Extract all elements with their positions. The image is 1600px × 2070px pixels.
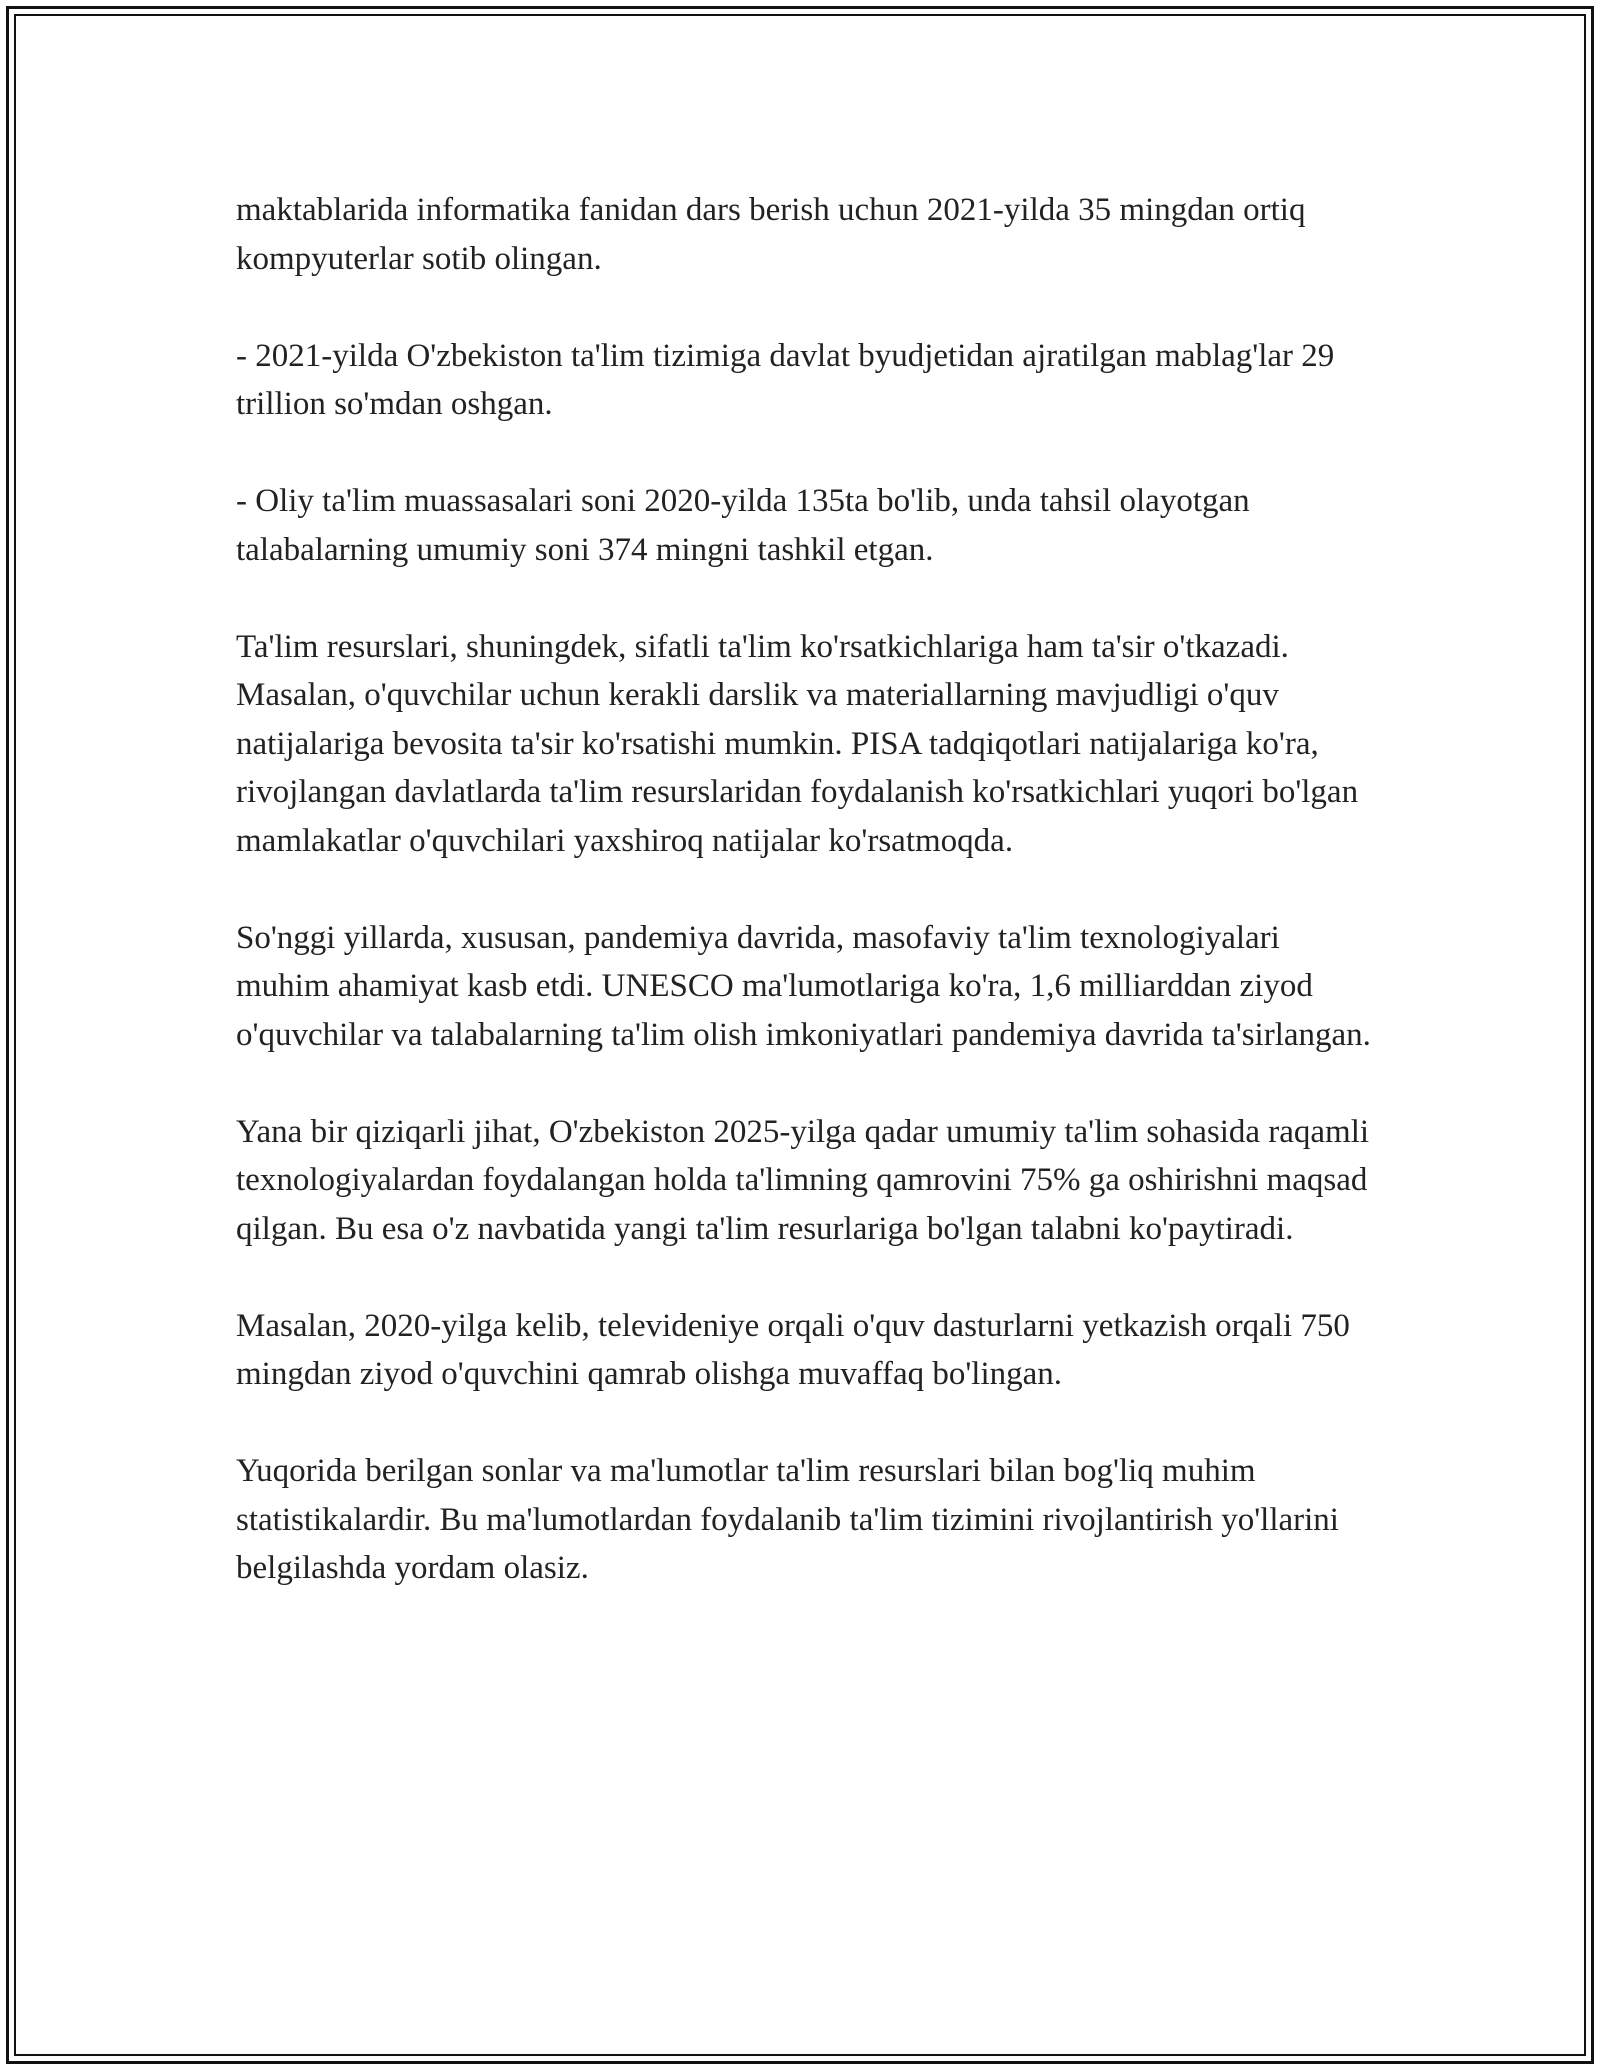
paragraph-state-budget: - 2021-yilda O'zbekiston ta'lim tizimiga davlat byudjetidan ajratilgan mablag'lar 29 trillion so'mdan oshgan. [236, 337, 1335, 422]
document-body [236, 186, 1376, 1641]
paragraph-education-resources-quality: Ta'lim resurslari, shuningdek, sifatli ta'lim ko'rsatkichlariga ham ta'sir o'tkazadi. Masalan, o'quvchilar uchun kerakli darslik va materiallarning mavjudligi o'quv natijalariga bevosita ta'sir ko'rsatishi mumkin. PISA tadqiqotlari natijalariga ko'ra, rivojlangan davlatlarda ta'lim resurslaridan foydalanish ko'rsatkichlari yuqori bo'lgan mamlakatlar o'quvchilari yaxshiroq natijalar ko'rsatmoqda. [236, 628, 1359, 859]
paragraph-conclusion: Yuqorida berilgan sonlar va ma'lumotlar ta'lim resurslari bilan bog'liq muhim statistikalardir. Bu ma'lumotlardan foydalanib ta'lim tizimini rivojlantirish yo'llarini belgilashda yordam olasiz. [236, 1453, 1339, 1586]
paragraph-computers-purchased: maktablarida informatika fanidan dars berish uchun 2021-yilda 35 mingdan ortiq kompyuterlar sotib olingan. [236, 192, 1306, 277]
paragraph-higher-education: - Oliy ta'lim muassasalari soni 2020-yilda 135ta bo'lib, unda tahsil olayotgan talabalarning umumiy soni 374 mingni tashkil etgan. [236, 483, 1250, 568]
paragraph-digital-coverage-goal: Yana bir qiziqarli jihat, O'zbekiston 2025-yilga qadar umumiy ta'lim sohasida raqamli texnologiyalardan foydalangan holda ta'limning qamrovini 75% ga oshirishni maqsad qilgan. Bu esa o'z navbatida yangi ta'lim resurlariga bo'lgan talabni ko'paytiradi. [236, 1113, 1370, 1247]
paragraph-distance-learning: So'nggi yillarda, xususan, pandemiya davrida, masofaviy ta'lim texnologiyalari muhim ahamiyat kasb etdi. UNESCO ma'lumotlariga ko'ra, 1,6 milliarddan ziyod o'quvchilar va talabalarning ta'lim olish imkoniyatlari pandemiya davrida ta'sirlangan. [236, 919, 1371, 1053]
paragraph-television-programs: Masalan, 2020-yilga kelib, televideniye orqali o'quv dasturlarni yetkazish orqali 750 mingdan ziyod o'quvchini qamrab olishga muvaffaq bo'lingan. [236, 1307, 1350, 1392]
